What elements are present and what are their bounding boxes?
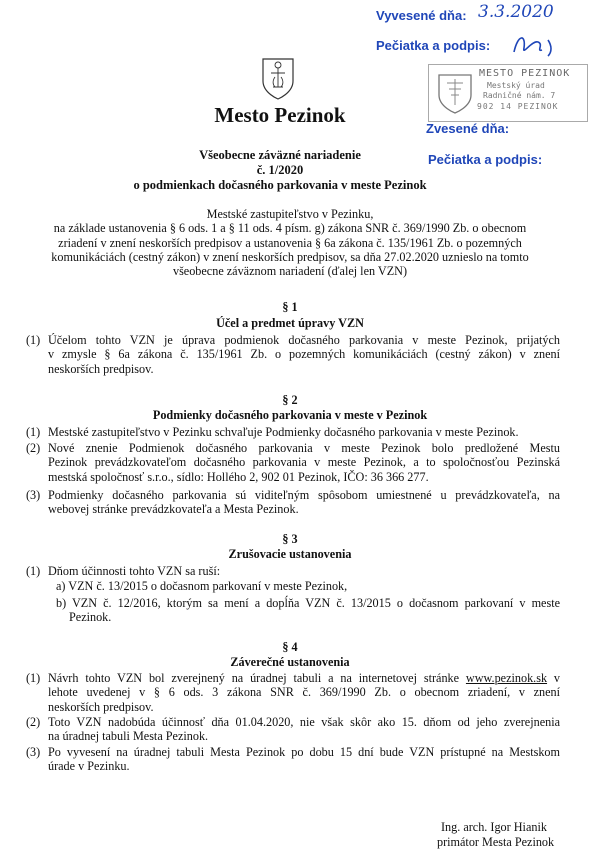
preamble	[20, 207, 560, 278]
paragraph-number: (1)	[26, 671, 41, 685]
paragraph-line: Nové znenie Podmienok dočasného parkovania v meste Pezinok bolo predložené Mestu	[48, 441, 560, 455]
paragraph-text: Návrh tohto VZN bol zverejnený na úradnej tabuli a na internetovej stránke	[48, 671, 466, 685]
paragraph-line: Po vyvesení na úradnej tabuli Mesta Pezinok po dobu 15 dní bude VZN prístupné na Mestskom	[48, 745, 560, 759]
stamp-line-3: Radničné nám. 7	[483, 91, 556, 100]
paragraph-line: webovej stránke prevádzkovateľa a Mesta Pezinok.	[48, 502, 299, 517]
section-4-number: § 4	[282, 640, 298, 654]
signatory-title: primátor Mesta Pezinok	[437, 835, 555, 849]
posted-date-handwritten: 3.3.2020	[478, 2, 554, 22]
paragraph-line: mestská spoločnosť s.r.o., sídlo: Hollého 2, 902 01 Pezinok, IČO: 36 366 277.	[48, 469, 429, 484]
preamble-line: na základe ustanovenia § 6 ods. 1 a § 11 ods. 4 písm. g) zákona SNR č. 369/1990 Zb. o obecnom	[53, 221, 527, 236]
paragraph-number: (3)	[26, 488, 41, 502]
posted-label: Vyvesené dňa:	[376, 8, 467, 23]
stamp-line-2: Mestský úrad	[487, 81, 545, 90]
document-subject: o podmienkach dočasného parkovania v meste Pezinok	[133, 178, 427, 192]
paragraph-line: úrade v Pezinku.	[48, 759, 130, 774]
paragraph-line: lehote uvedenej v § 6 ods. 3 zákona SNR č. 369/1990 Zb. o obecnom zriadení, v znení	[48, 685, 560, 700]
preamble-line: všeobecne záväznom nariadení (ďalej len VZN)	[172, 264, 408, 279]
section-4-title: Záverečné ustanovenia	[230, 655, 350, 669]
document-number: č. 1/2020	[256, 163, 304, 177]
paragraph-line	[48, 671, 560, 685]
preamble-line: zriadení v znení neskorších predpisov a ustanovenia § 6a zákona č. 135/1961 Zb. o pozemných	[58, 235, 522, 250]
stamp-sign-label: Pečiatka a podpis:	[376, 38, 491, 53]
stamp-line-1: MESTO PEZINOK	[479, 68, 571, 79]
stamp-sign-label-2: Pečiatka a podpis:	[428, 152, 543, 167]
signature-scribble-icon	[508, 30, 558, 60]
municipality-title: Mesto Pezinok	[214, 103, 346, 127]
section-1-number: § 1	[282, 300, 298, 314]
paragraph-number: (1)	[26, 333, 41, 347]
paragraph-line: v zmysle § 6a zákona č. 135/1961 Zb. o pozemných komunikáciách (cestný zákon) v znení	[48, 347, 560, 362]
paragraph-line: Pezinok prevádzkovateľom dočasného parkovania v meste Pezinok, a to spoločnosťou Pezinská	[48, 455, 560, 470]
section-3-title: Zrušovacie ustanovenia	[228, 547, 352, 561]
section-2-title: Podmienky dočasného parkovania v meste v Pezinok	[152, 408, 428, 422]
section-3-number: § 3	[282, 532, 298, 546]
removed-label: Zvesené dňa:	[426, 121, 510, 136]
paragraph-line: Podmienky dočasného parkovania sú viditeľným spôsobom umiestnené u prevádzkovateľa, na	[48, 488, 560, 502]
section-1-title: Účel a predmet úpravy VZN	[216, 316, 364, 330]
preamble-line: komunikáciách (cestný zákon) v znení neskorších predpisov, sa dňa 27.02.2020 uznieslo na tomto	[51, 249, 529, 264]
section-3-item-b	[56, 596, 560, 625]
document-type: Všeobecne záväzné nariadenie	[199, 148, 361, 162]
paragraph-line: Toto VZN nadobúda účinnosť dňa 01.04.2020, nie však skôr ako 15. dňom od jeho zverejnenia	[48, 715, 560, 729]
paragraph-number: (2)	[26, 441, 41, 455]
paragraph-number: (2)	[26, 715, 41, 729]
section-3-item-a	[56, 579, 560, 593]
list-item-line: b) VZN č. 12/2016, ktorým sa mení a dopĺňa VZN č. 13/2015 o dočasnom parkovaní v meste	[56, 596, 560, 610]
paragraph-line: na úradnej tabuli Mesta Pezinok.	[48, 729, 209, 744]
coat-of-arms-icon	[261, 53, 295, 101]
paragraph-line: Účelom tohto VZN je úprava podmienok dočasného parkovania v meste Pezinok, prijatých	[48, 333, 560, 347]
signatory-name: Ing. arch. Igor Hianik	[441, 820, 547, 834]
paragraph-number: (3)	[26, 745, 41, 759]
paragraph-line: Dňom účinnosti tohto VZN sa ruší:	[48, 564, 221, 578]
preamble-line: Mestské zastupiteľstvo v Pezinku,	[206, 207, 374, 221]
paragraph-line: Mestské zastupiteľstvo v Pezinku schvaľuje Podmienky dočasného parkovania v meste Pezinok.	[48, 425, 519, 439]
list-item-line: Pezinok.	[69, 610, 112, 625]
website-link[interactable]: www.pezinok.sk	[465, 671, 548, 685]
stamp-line-4: 902 14 PEZINOK	[477, 102, 559, 111]
paragraph-number: (1)	[26, 564, 41, 578]
list-item: a) VZN č. 13/2015 o dočasnom parkovaní v meste Pezinok,	[56, 579, 348, 593]
paragraph-number: (1)	[26, 425, 41, 439]
paragraph-text: v	[547, 671, 561, 685]
paragraph-line: neskorších predpisov.	[48, 361, 154, 376]
paragraph-line: neskorších predpisov.	[48, 699, 154, 714]
section-2-number: § 2	[282, 393, 298, 407]
